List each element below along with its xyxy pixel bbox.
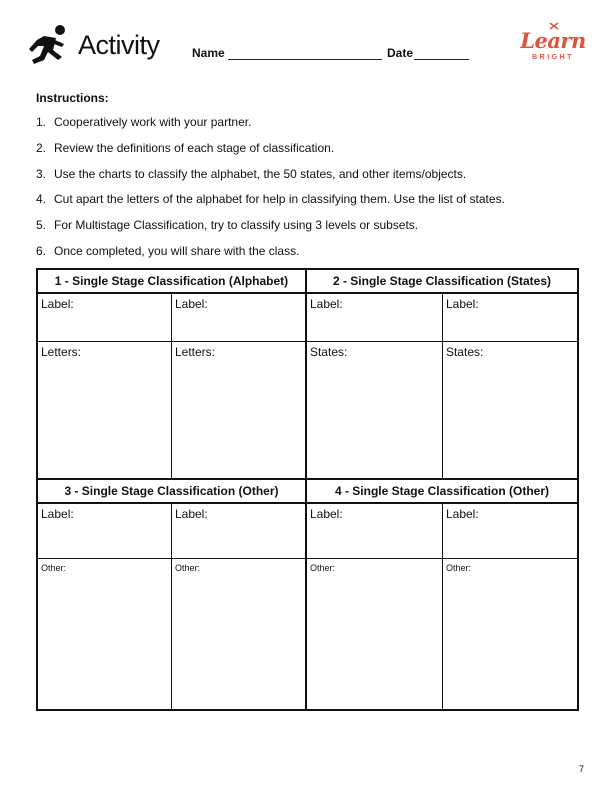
section-title: 1 - Single Stage Classification (Alphabet)	[37, 269, 306, 293]
label-cell[interactable]	[442, 503, 578, 559]
page-number: 7	[579, 764, 585, 774]
label-cell[interactable]	[306, 503, 443, 559]
classification-table	[36, 268, 579, 711]
cell-label: Label:	[174, 297, 208, 311]
label-row	[37, 293, 578, 342]
label-cell[interactable]	[37, 503, 171, 559]
cell-label: States:	[445, 345, 484, 359]
label-cell[interactable]	[171, 293, 305, 342]
logo-word: Learn	[520, 28, 586, 53]
section-header-row	[37, 269, 578, 293]
content-cell[interactable]	[171, 342, 305, 480]
cell-label: Label:	[445, 507, 479, 521]
section-title: 4 - Single Stage Classification (Other)	[306, 479, 578, 503]
content-cell[interactable]	[171, 559, 305, 711]
learn-bright-logo	[518, 28, 588, 68]
instruction-step	[36, 244, 505, 270]
logo-subtitle: BRIGHT	[532, 54, 574, 61]
cell-label: Label:	[445, 297, 479, 311]
instruction-step	[36, 141, 505, 167]
content-cell[interactable]	[306, 342, 443, 480]
running-person-icon	[22, 24, 72, 68]
instruction-step	[36, 192, 505, 218]
name-label: Name	[192, 46, 225, 60]
instructions-heading: Instructions:	[36, 91, 109, 105]
step-text: Cooperatively work with your partner.	[54, 115, 252, 129]
content-cell[interactable]	[442, 559, 578, 711]
name-blank	[228, 59, 382, 60]
cell-label: Other:	[445, 563, 471, 573]
date-blank	[414, 59, 469, 60]
step-text: Review the definitions of each stage of classification.	[54, 140, 335, 155]
activity-title: Activity	[78, 30, 160, 60]
cell-label: Label:	[174, 507, 208, 521]
step-text: Cut apart the letters of the alphabet for help in classifying them. Use the list of states.	[54, 192, 505, 207]
date-label: Date	[387, 46, 414, 60]
content-cell[interactable]	[306, 559, 443, 711]
cell-label: Other:	[41, 563, 67, 573]
step-text: Use the charts to classify the alphabet, the 50 states, and other items/objects.	[54, 166, 467, 181]
section-title: 2 - Single Stage Classification (States)	[306, 269, 578, 293]
content-cell[interactable]	[442, 342, 578, 480]
label-cell[interactable]	[171, 503, 305, 559]
worksheet-header	[0, 0, 612, 80]
cell-label: Label:	[41, 297, 74, 311]
step-number: 3.	[36, 166, 47, 181]
step-number: 6.	[36, 243, 47, 258]
section-title: 3 - Single Stage Classification (Other)	[37, 479, 306, 503]
instruction-step	[36, 167, 505, 193]
cell-label: Letters:	[174, 345, 216, 359]
step-number: 1.	[36, 115, 47, 129]
label-cell[interactable]	[442, 293, 578, 342]
instructions-list	[36, 115, 505, 270]
content-cell[interactable]	[37, 342, 171, 480]
label-cell[interactable]	[37, 293, 171, 342]
instruction-step	[36, 218, 505, 244]
cell-label: Label:	[41, 507, 74, 521]
cell-label: Other:	[174, 563, 200, 573]
cell-label: Label:	[309, 297, 343, 311]
content-cell[interactable]	[37, 559, 171, 711]
step-number: 2.	[36, 140, 47, 155]
label-cell[interactable]	[306, 293, 443, 342]
step-number: 4.	[36, 192, 47, 207]
step-text: Once completed, you will share with the class.	[54, 243, 300, 258]
cell-label: Letters:	[41, 345, 82, 359]
content-row	[37, 559, 578, 711]
section-header-row	[37, 479, 578, 503]
cell-label: States:	[309, 345, 348, 359]
step-number: 5.	[36, 218, 47, 233]
content-row	[37, 342, 578, 480]
cell-label: Other:	[309, 563, 335, 573]
step-text: For Multistage Classification, try to classify using 3 levels or subsets.	[54, 218, 419, 233]
cell-label: Label:	[309, 507, 343, 521]
instruction-step	[36, 115, 505, 141]
label-row	[37, 503, 578, 559]
